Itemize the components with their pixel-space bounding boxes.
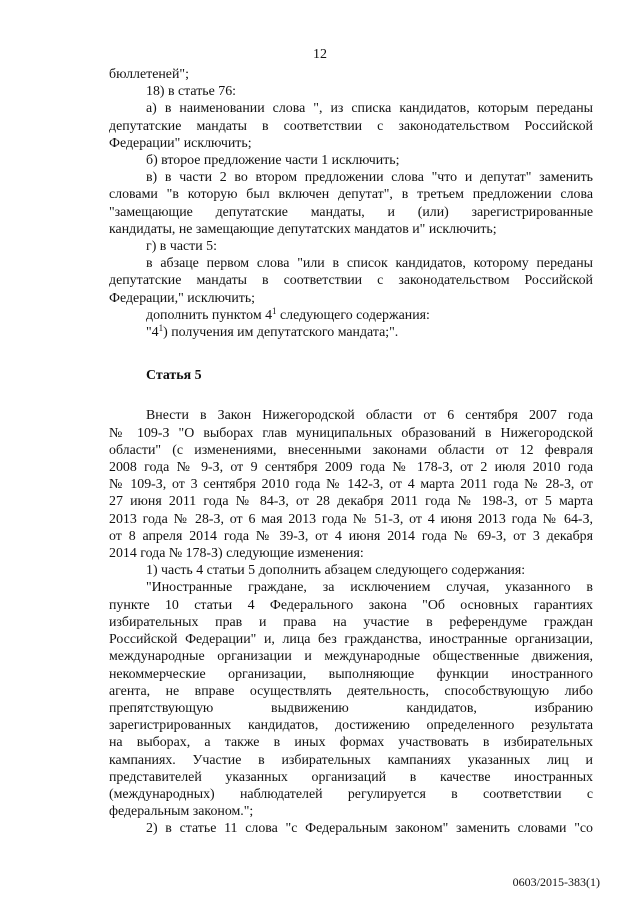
text-line: Российской Федерации" и, лица без гражданства, иностранные организации, [109, 632, 593, 648]
text-line: на выборах, а также в иных формах участвовать в избирательных [109, 735, 593, 751]
list-item-18: 18) в статье 76: [146, 84, 237, 100]
text-line: г) в части 5: [146, 239, 217, 255]
text-line: Федерации" исключить; [109, 135, 252, 151]
text-line: агента, не вправе осуществлять деятельность, способствующую либо [109, 683, 593, 699]
document-code: 0603/2015-383(1) [512, 875, 600, 889]
text-line: 2008 года № 9-З, от 9 сентября 2009 года № 178-З, от 2 июля 2010 года [109, 460, 593, 476]
text-line: Внести в Закон Нижегородской области от 6 сентября 2007 года [146, 408, 593, 424]
text-line: а) в наименовании слова ", из списка кандидатов, которым переданы [146, 101, 593, 117]
text-line: (международных) наблюдателей регулируется в соответствии с [109, 786, 593, 802]
text-fragment: дополнить пунктом 4 [146, 307, 273, 323]
text-fragment: "4 [146, 325, 159, 341]
text-line: области" (с изменениями, внесенными законами области от 12 февраля [109, 442, 593, 458]
text-line: депутатские мандаты в соответствии с законодательством Российской [109, 118, 593, 134]
document-body [109, 66, 593, 838]
text-line: 27 июня 2011 года № 84-З, от 28 декабря 2011 года № 198-З, от 5 марта [109, 494, 593, 510]
text-line: словами "в которую был включен депутат", в третьем предложении слова [109, 187, 593, 203]
text-line: 2) в статье 11 слова "с Федеральным законом" заменить словами "со [146, 821, 593, 837]
text-line: б) второе предложение части 1 исключить; [146, 153, 400, 169]
text-line: зарегистрированных кандидатов, достижению определенного результата [109, 718, 593, 734]
text-line: препятствующую выдвижению кандидатов, избранию [109, 700, 593, 716]
text-line: в) в части 2 во втором предложении слова "что и депутат" заменить [146, 170, 593, 186]
text-line: бюллетеней"; [109, 67, 189, 82]
text-line: депутатские мандаты в соответствии с законодательством Российской [109, 273, 593, 289]
article-heading: Статья 5 [146, 368, 202, 384]
text-line: № 109-З "О выборах глав муниципальных образований в Нижегородской [109, 425, 593, 441]
text-line: 1) часть 4 статьи 5 дополнить абзацем следующего содержания: [146, 563, 526, 579]
text-fragment: ) получения им депутатского мандата;". [163, 325, 399, 341]
text-fragment: следующего содержания: [276, 307, 430, 323]
text-line: международные организации и международные общественные движения, [109, 649, 593, 665]
text-line: "Иностранные граждане, за исключением случая, указанного в [146, 580, 593, 596]
text-line: некоммерческие организации, выполняющие функции иностранного [109, 666, 593, 682]
text-line: представителей указанных организаций в качестве иностранных [109, 769, 593, 785]
superscript: 1 [272, 305, 277, 316]
text-line: 2014 года № 178-З) следующие изменения: [109, 546, 364, 562]
text-line: федеральным законом."; [109, 804, 254, 820]
text-line: пункте 10 статьи 4 Федерального закона "Об основных гарантиях [109, 597, 593, 613]
text-line [109, 307, 593, 324]
text-line: 2013 года № 28-З, от 6 мая 2013 года № 51-З, от 4 июня 2013 года № 64-З, [109, 511, 593, 527]
text-line: № 109-З, от 3 сентября 2010 года № 142-З, от 4 марта 2011 года № 28-З, от [109, 477, 593, 493]
text-line: избирательных прав и права на участие в референдуме граждан [109, 614, 593, 630]
text-line: кандидаты, не замещающие депутатских мандатов и" исключить; [109, 221, 497, 237]
text-line [109, 324, 593, 341]
superscript: 1 [158, 323, 164, 334]
text-line: кампаниях. Участие в избирательных кампаниях указанных лиц и [109, 752, 593, 768]
text-line: в абзаце первом слова "или в список кандидатов, которому переданы [146, 256, 593, 272]
text-line: Федерации," исключить; [109, 290, 256, 306]
text-line: от 8 апреля 2014 года № 39-З, от 4 июня 2014 года № 69-З, от 3 декабря [109, 528, 593, 544]
text-line: "замещающие депутатские мандаты, и (или) зарегистрированные [109, 204, 593, 220]
page-number: 12 [313, 47, 327, 62]
